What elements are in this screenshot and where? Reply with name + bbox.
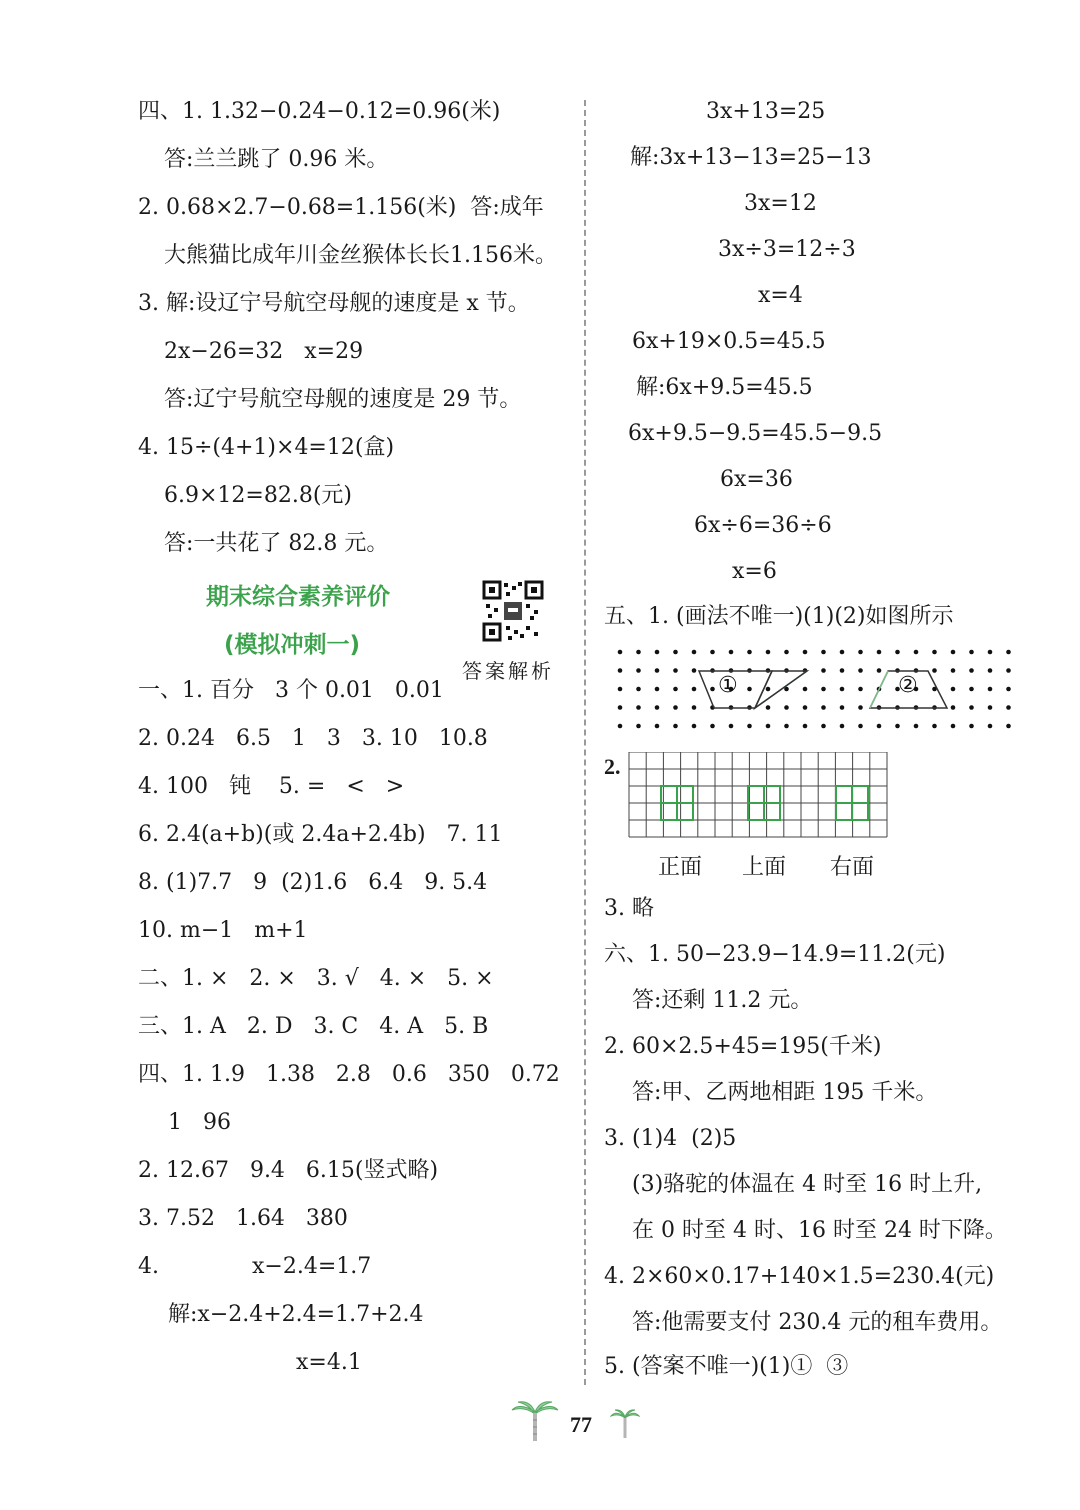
palm-tree-small-icon (610, 1408, 640, 1440)
grid-dot (988, 650, 993, 655)
grid-dot (1006, 724, 1011, 729)
answer-line: 2. 60×2.5+45=195(千米) (604, 1034, 882, 1059)
grid-dot (747, 687, 752, 692)
answer-line: 3. 解:设辽宁号航空母舰的速度是 x 节。 (138, 291, 530, 316)
grid-dot (951, 724, 956, 729)
grid-dot (951, 705, 956, 710)
answer-line: 答:他需要支付 230.4 元的租车费用。 (632, 1310, 1003, 1335)
grid-dot (636, 687, 641, 692)
grid-dot (932, 650, 937, 655)
answer-line: 6.9×12=82.8(元) (164, 483, 352, 508)
answer-line: 答:一共花了 82.8 元。 (164, 531, 389, 556)
grid-dot (821, 668, 826, 673)
grid-dot (821, 650, 826, 655)
grid-dot (969, 687, 974, 692)
grid-dot (969, 668, 974, 673)
answer-line: 四、1. 1.32−0.24−0.12=0.96(米) (138, 99, 501, 124)
grid-dot (784, 724, 789, 729)
answer-line: 4. 100 钝 5. = < > (138, 774, 405, 799)
grid-dot (840, 650, 845, 655)
grid-dot (692, 668, 697, 673)
grid-dot (988, 705, 993, 710)
answer-line: 6x=36 (720, 467, 793, 492)
question-number: 2. (604, 754, 621, 779)
shape-2-label: ② (898, 673, 918, 698)
answer-line: 8. (1)7.7 9 (2)1.6 6.4 9. 5.4 (138, 870, 488, 895)
grid-dot (932, 668, 937, 673)
answer-line: 解:3x+13−13=25−13 (630, 145, 872, 170)
answer-line: 5. (答案不唯一)(1)① ③ (604, 1354, 849, 1379)
grid-dot (914, 724, 919, 729)
grid-dot (877, 724, 882, 729)
grid-dot (673, 705, 678, 710)
grid-dot (840, 705, 845, 710)
grid-dot (858, 668, 863, 673)
grid-dot (766, 724, 771, 729)
grid-dot (766, 650, 771, 655)
grid-dot (636, 650, 641, 655)
palm-tree-icon (510, 1398, 560, 1444)
grid-dot (803, 687, 808, 692)
answer-line: 6x+19×0.5=45.5 (632, 329, 826, 354)
grid-dot (692, 687, 697, 692)
grid-dot (1006, 687, 1011, 692)
answer-line: 4. 2×60×0.17+140×1.5=230.4(元) (604, 1264, 995, 1289)
grid-dot (803, 650, 808, 655)
grid-dot (895, 724, 900, 729)
answer-line: 3x÷3=12÷3 (718, 237, 856, 262)
dot-grid-figure (612, 640, 1022, 740)
grid-dot (914, 650, 919, 655)
page-number: 77 (570, 1412, 592, 1437)
answer-line: 3x=12 (744, 191, 817, 216)
section-title: 期末综合素养评价 (206, 584, 390, 610)
grid-dot (877, 668, 882, 673)
grid-dot (710, 650, 715, 655)
grid-dot (969, 724, 974, 729)
three-view-grid (628, 752, 890, 842)
answer-line: 六、1. 50−23.9−14.9=11.2(元) (604, 942, 946, 967)
column-divider (584, 100, 586, 1385)
grid-dot (895, 650, 900, 655)
grid-dot (1006, 705, 1011, 710)
answer-line: 答:辽宁号航空母舰的速度是 29 节。 (164, 387, 522, 412)
answer-line: 二、1. × 2. × 3. √ 4. × 5. × (138, 966, 494, 991)
answer-line: 2. 12.67 9.4 6.15(竖式略) (138, 1158, 439, 1183)
grid-dot (618, 650, 623, 655)
grid-dot (618, 687, 623, 692)
grid-dot (618, 668, 623, 673)
grid-dot (840, 724, 845, 729)
grid-dot (673, 650, 678, 655)
view-label-top: 上面 (742, 855, 787, 880)
answer-line: 五、1. (画法不唯一)(1)(2)如图所示 (604, 604, 954, 629)
grid-dot (988, 687, 993, 692)
grid-dot (932, 724, 937, 729)
grid-dot (710, 724, 715, 729)
answer-line: 2. 0.24 6.5 1 3 3. 10 10.8 (138, 726, 488, 751)
grid-dot (840, 668, 845, 673)
answer-line: 答:还剩 11.2 元。 (632, 988, 813, 1013)
answer-line: 3. 7.52 1.64 380 (138, 1206, 348, 1231)
grid-dot (1006, 668, 1011, 673)
grid-dot (655, 724, 660, 729)
grid-dot (618, 705, 623, 710)
grid-dot (858, 724, 863, 729)
grid-dot (636, 668, 641, 673)
grid-dot (821, 705, 826, 710)
shape-1-label: ① (718, 673, 738, 698)
grid-dot (636, 705, 641, 710)
answer-line: 1 96 (168, 1110, 231, 1135)
answer-line: x=6 (732, 559, 777, 584)
answer-line: 一、1. 百分 3 个 0.01 0.01 (138, 678, 444, 703)
answer-line: 答:甲、乙两地相距 195 千米。 (632, 1080, 938, 1105)
grid-dot (821, 687, 826, 692)
grid-dot (673, 668, 678, 673)
grid-dot (858, 687, 863, 692)
grid-dot (821, 724, 826, 729)
grid-dot (692, 650, 697, 655)
grid-dot (766, 687, 771, 692)
grid-dot (636, 724, 641, 729)
view-label-right: 右面 (830, 855, 875, 880)
grid-dot (692, 724, 697, 729)
grid-dot (747, 724, 752, 729)
answer-line: 3. (1)4 (2)5 (604, 1126, 737, 1151)
answer-line: 3. 略 (604, 896, 654, 921)
grid-dot (692, 705, 697, 710)
grid-dot (729, 724, 734, 729)
grid-dot (710, 687, 715, 692)
grid-dot (951, 668, 956, 673)
answer-line: 2x−26=32 x=29 (164, 339, 364, 364)
answer-line: 解:x−2.4+2.4=1.7+2.4 (168, 1302, 424, 1327)
answer-line: 10. m−1 m+1 (138, 918, 308, 943)
answer-line: 6x+9.5−9.5=45.5−9.5 (628, 421, 883, 446)
grid-dot (673, 687, 678, 692)
grid-dot (951, 687, 956, 692)
grid-dot (877, 650, 882, 655)
grid-dot (766, 705, 771, 710)
answer-line: 解:6x+9.5=45.5 (636, 375, 813, 400)
grid-dot (969, 650, 974, 655)
answer-line: x−2.4=1.7 (252, 1254, 372, 1279)
answer-line: 四、1. 1.9 1.38 2.8 0.6 350 0.72 (138, 1062, 560, 1087)
grid-dot (729, 650, 734, 655)
grid-dot (803, 724, 808, 729)
section-subtitle: (模拟冲刺一) (224, 632, 361, 658)
grid-dot (988, 724, 993, 729)
answer-line: 6. 2.4(a+b)(或 2.4a+2.4b) 7. 11 (138, 822, 503, 847)
grid-dot (784, 650, 789, 655)
answer-line: 3x+13=25 (706, 99, 826, 124)
grid-dot (655, 650, 660, 655)
grid-dot (655, 705, 660, 710)
grid-dot (858, 705, 863, 710)
answer-line: x=4.1 (296, 1350, 362, 1375)
answer-line: x=4 (758, 283, 803, 308)
grid-dot (969, 705, 974, 710)
answer-line: 6x÷6=36÷6 (694, 513, 832, 538)
qr-label: 答案解析 (462, 659, 554, 683)
answer-line: 4. 15÷(4+1)×4=12(盒) (138, 435, 395, 460)
grid-dot (747, 650, 752, 655)
answer-line: 在 0 时至 4 时、16 时至 24 时下降。 (632, 1218, 1007, 1243)
grid-dot (618, 724, 623, 729)
grid-dot (951, 650, 956, 655)
answer-line: 大熊猫比成年川金丝猴体长长1.156米。 (164, 243, 557, 268)
answer-line: 2. 0.68×2.7−0.68=1.156(米) 答:成年 (138, 195, 544, 220)
grid-dot (655, 668, 660, 673)
grid-dot (840, 687, 845, 692)
grid-dot (858, 650, 863, 655)
grid-dot (655, 687, 660, 692)
answer-line: 答:兰兰跳了 0.96 米。 (164, 147, 389, 172)
grid-dot (988, 668, 993, 673)
answer-line: (3)骆驼的体温在 4 时至 16 时上升, (632, 1172, 983, 1197)
answer-line: 三、1. A 2. D 3. C 4. A 5. B (138, 1014, 489, 1039)
view-label-front: 正面 (658, 855, 703, 880)
grid-dot (1006, 650, 1011, 655)
grid-dot (784, 705, 789, 710)
grid-dot (673, 724, 678, 729)
grid-dot (803, 705, 808, 710)
answer-line: 4. (138, 1254, 159, 1279)
qr-code-icon[interactable] (482, 580, 544, 642)
